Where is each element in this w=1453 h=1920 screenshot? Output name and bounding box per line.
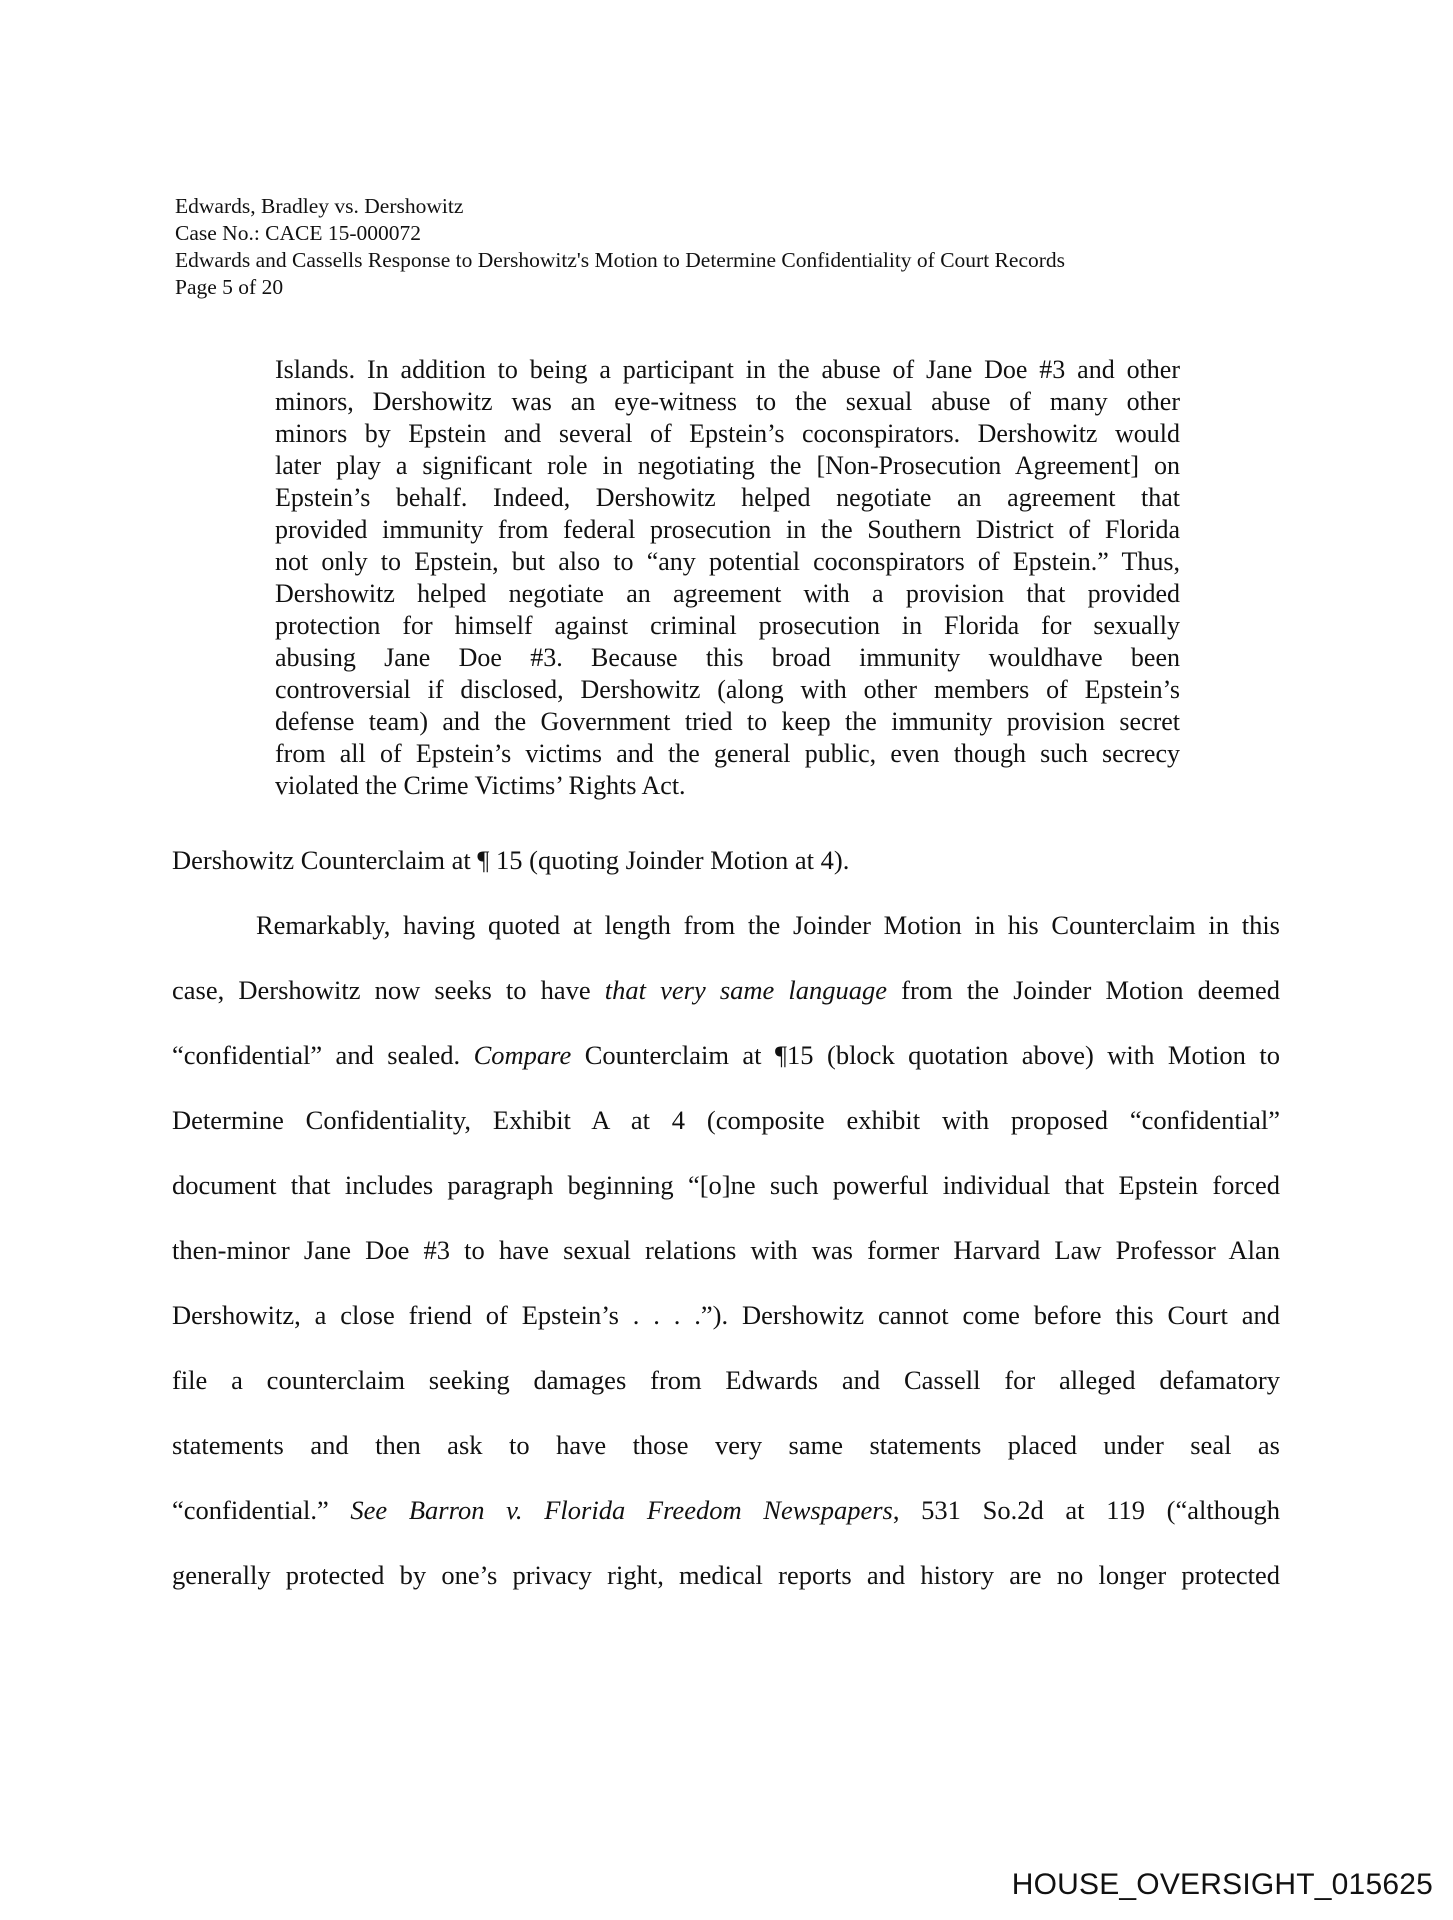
paragraph-line: then-minor Jane Doe #3 to have sexual relations with was former Harvard Law Professor Alan	[172, 1235, 1280, 1265]
block-quote-line: Epstein’s behalf. Indeed, Dershowitz helped negotiate an agreement that	[275, 483, 1180, 512]
block-quote-line: Islands. In addition to being a participant in the abuse of Jane Doe #3 and other	[275, 355, 1180, 384]
block-quote-line: abusing Jane Doe #3. Because this broad immunity wouldhave been	[275, 643, 1180, 672]
citation-line: Dershowitz Counterclaim at ¶ 15 (quoting Joinder Motion at 4).	[172, 845, 850, 875]
paragraph-line	[172, 973, 1280, 1007]
bates-number: HOUSE_OVERSIGHT_015625	[1011, 1868, 1433, 1901]
case-title: Edwards, Bradley vs. Dershowitz	[175, 194, 464, 218]
block-quote-line: violated the Crime Victims’ Rights Act.	[275, 771, 686, 800]
block-quote-line: protection for himself against criminal prosecution in Florida for sexually	[275, 611, 1180, 640]
text-run: “confidential” and sealed.	[172, 1040, 474, 1070]
signal-compare: Compare	[473, 1040, 572, 1070]
paragraph-line	[172, 1493, 1280, 1527]
text-run: “confidential.”	[172, 1495, 351, 1525]
paragraph-line: generally protected by one’s privacy right, medical reports and history are no longer protected	[172, 1560, 1280, 1590]
text-run: from the Joinder Motion deemed	[887, 975, 1280, 1005]
block-quote-line: provided immunity from federal prosecution in the Southern District of Florida	[275, 515, 1180, 544]
block-quote-line: minors, Dershowitz was an eye-witness to the sexual abuse of many other	[275, 387, 1180, 416]
block-quote-line: defense team) and the Government tried to keep the immunity provision secret	[275, 707, 1180, 736]
emphasis-text: that very same language	[604, 975, 888, 1005]
paragraph-line: Determine Confidentiality, Exhibit A at 4 (composite exhibit with proposed “confidential”	[172, 1105, 1280, 1135]
block-quote-line: not only to Epstein, but also to “any potential coconspirators of Epstein.” Thus,	[275, 547, 1180, 576]
block-quote-line: from all of Epstein’s victims and the general public, even though such secrecy	[275, 739, 1180, 768]
page-number: Page 5 of 20	[175, 275, 284, 299]
paragraph-line: document that includes paragraph beginning “[o]ne such powerful individual that Epstein forced	[172, 1170, 1280, 1200]
case-number: Case No.: CACE 15-000072	[175, 221, 422, 245]
block-quote-line: Dershowitz helped negotiate an agreement with a provision that provided	[275, 579, 1180, 608]
text-run: Counterclaim at ¶15 (block quotation above) with Motion to	[571, 1040, 1280, 1070]
text-run: case, Dershowitz now seeks to have	[172, 975, 605, 1005]
paragraph-line: statements and then ask to have those very same statements placed under seal as	[172, 1430, 1280, 1460]
paragraph-line: Remarkably, having quoted at length from the Joinder Motion in his Counterclaim in this	[256, 910, 1280, 940]
block-quote-line: later play a significant role in negotiating the [Non-Prosecution Agreement] on	[275, 451, 1180, 480]
case-header	[175, 193, 1065, 301]
text-run: , 531 So.2d at 119 (“although	[892, 1495, 1280, 1525]
paragraph-line: Dershowitz, a close friend of Epstein’s . . . .”). Dershowitz cannot come before this Court and	[172, 1300, 1280, 1330]
paragraph-line: file a counterclaim seeking damages from Edwards and Cassell for alleged defamatory	[172, 1365, 1280, 1395]
block-quote-line: minors by Epstein and several of Epstein’s coconspirators. Dershowitz would	[275, 419, 1180, 448]
block-quote-line: controversial if disclosed, Dershowitz (along with other members of Epstein’s	[275, 675, 1180, 704]
case-citation: See Barron v. Florida Freedom Newspapers	[350, 1495, 893, 1525]
document-title: Edwards and Cassells Response to Dershowitz's Motion to Determine Confidentiality of Court Records	[175, 248, 1066, 272]
paragraph-line	[172, 1038, 1280, 1072]
